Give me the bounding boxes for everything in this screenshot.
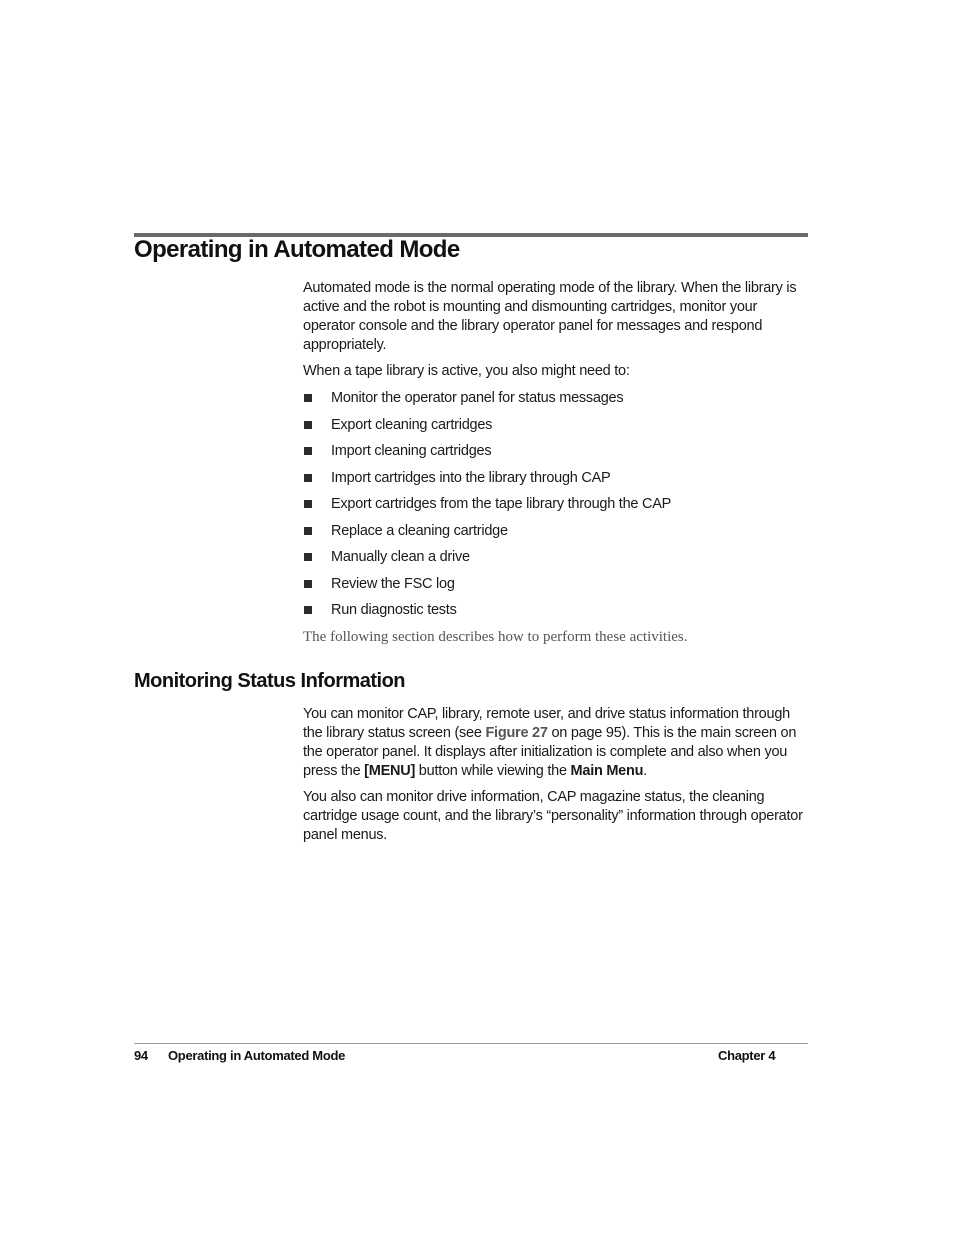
list-item-text: Run diagnostic tests bbox=[331, 602, 457, 618]
list-item-text: Export cleaning cartridges bbox=[331, 416, 493, 433]
figure-27-link[interactable]: Figure 27 bbox=[485, 725, 548, 741]
main-menu-ref: Main Menu bbox=[570, 763, 644, 779]
status-paragraph-1 bbox=[303, 705, 808, 781]
list-item-text: Replace a cleaning cartridge bbox=[331, 522, 508, 539]
list-item bbox=[303, 575, 808, 602]
list-item-text: Export cartridges from the tape library through the CAP bbox=[331, 496, 672, 512]
intro-block bbox=[303, 279, 808, 647]
status-text-part: on page 95). This is the main screen on the operator panel. It displays after initialization is complete and also when you press the bbox=[303, 725, 797, 779]
list-item bbox=[303, 495, 808, 522]
status-block bbox=[303, 705, 808, 845]
status-paragraph-2: You also can monitor drive information, CAP magazine status, the cleaning cartridge usage count, and the library’s “personality” information through operator panel menus. bbox=[303, 789, 803, 843]
footer-chapter: Chapter 4 bbox=[718, 1048, 776, 1063]
status-text-part: button while viewing the bbox=[415, 763, 571, 779]
square-bullet-icon bbox=[304, 606, 312, 614]
list-item bbox=[303, 416, 808, 443]
footer-rule bbox=[134, 1043, 808, 1044]
subsection-title: Monitoring Status Information bbox=[134, 670, 406, 692]
list-item bbox=[303, 522, 808, 549]
closing-note: The following section describes how to perform these activities. bbox=[303, 628, 688, 645]
menu-button-ref: [MENU] bbox=[364, 763, 416, 779]
footer-running-title: Operating in Automated Mode bbox=[168, 1048, 346, 1063]
list-item-text: Review the FSC log bbox=[331, 575, 455, 592]
square-bullet-icon bbox=[304, 447, 312, 455]
footer-page-number: 94 bbox=[134, 1048, 148, 1063]
status-text-part: You can monitor CAP, library, remote user, and drive status information through the library status screen (see bbox=[303, 706, 790, 741]
list-item-text: Monitor the operator panel for status messages bbox=[331, 390, 624, 406]
list-item-text: Manually clean a drive bbox=[331, 549, 470, 565]
list-item bbox=[303, 389, 808, 416]
square-bullet-icon bbox=[304, 421, 312, 429]
list-item bbox=[303, 469, 808, 496]
lead-in-text: When a tape library is active, you also might need to: bbox=[303, 363, 630, 379]
activity-list bbox=[303, 389, 808, 628]
square-bullet-icon bbox=[304, 553, 312, 561]
list-item bbox=[303, 442, 808, 469]
status-text-part: . bbox=[643, 763, 647, 779]
section-title: Operating in Automated Mode bbox=[134, 236, 460, 263]
square-bullet-icon bbox=[304, 527, 312, 535]
square-bullet-icon bbox=[304, 474, 312, 482]
square-bullet-icon bbox=[304, 500, 312, 508]
list-item bbox=[303, 601, 808, 628]
list-item-text: Import cleaning cartridges bbox=[331, 443, 492, 459]
list-item bbox=[303, 548, 808, 575]
list-item-text: Import cartridges into the library through CAP bbox=[331, 469, 611, 486]
square-bullet-icon bbox=[304, 394, 312, 402]
intro-paragraph: Automated mode is the normal operating mode of the library. When the library is active and the robot is mounting and dismounting cartridges, monitor your operator console and the library operator panel for messages and respond appropriately. bbox=[303, 280, 797, 353]
square-bullet-icon bbox=[304, 580, 312, 588]
